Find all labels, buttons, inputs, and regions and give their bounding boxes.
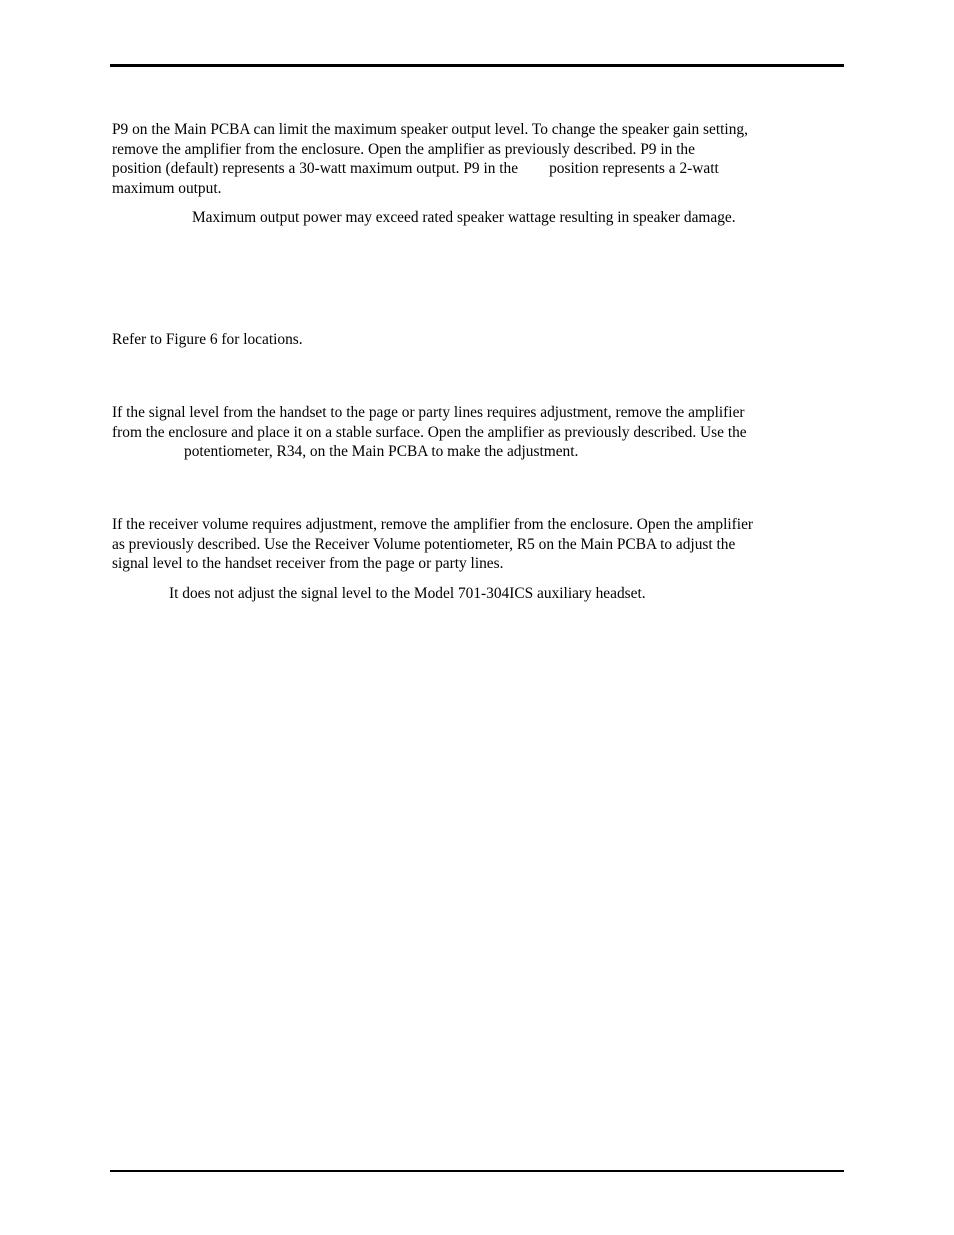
paragraph-line: If the signal level from the handset to the page or party lines requires adjustment, remove the amplifier [112,404,745,421]
note-text: It does not adjust the signal level to the Model 701-304ICS auxiliary headset. [169,585,646,602]
paragraph-line-part: position (default) represents a 30-watt maximum output. P9 in the [112,160,519,178]
footer-rule [110,1170,844,1172]
header-rule [110,64,844,67]
paragraph-line: If the receiver volume requires adjustment, remove the amplifier from the enclosure. Open the amplifier [112,516,754,533]
locations-line: Refer to Figure 6 for locations. [112,331,303,348]
paragraph-line: remove the amplifier from the enclosure. Open the amplifier as previously described. P9 in the [112,140,695,158]
paragraph-line: maximum output. [112,179,222,197]
paragraph-line [112,159,840,179]
receiver-volume-paragraph [112,515,840,574]
caution-text: Maximum output power may exceed rated speaker wattage resulting in speaker damage. [192,209,736,226]
paragraph-line: signal level to the handset receiver from the page or party lines. [112,555,504,573]
paragraph-line: as previously described. Use the Receiver Volume potentiometer, R5 on the Main PCBA to adjust the [112,535,736,553]
speaker-gain-paragraph [112,120,840,198]
paragraph-line: P9 on the Main PCBA can limit the maximum speaker output level. To change the speaker gain setting, [112,121,748,138]
receiver-note [112,584,840,604]
paragraph-line: potentiometer, R34, on the Main PCBA to make the adjustment. [184,443,579,461]
caution-note [112,208,840,228]
paragraph-line: from the enclosure and place it on a stable surface. Open the amplifier as previously described. Use the [112,423,747,441]
paragraph-line-part: position represents a 2-watt [549,160,719,178]
transmit-level-paragraph [112,403,840,462]
locations-text [112,330,840,350]
